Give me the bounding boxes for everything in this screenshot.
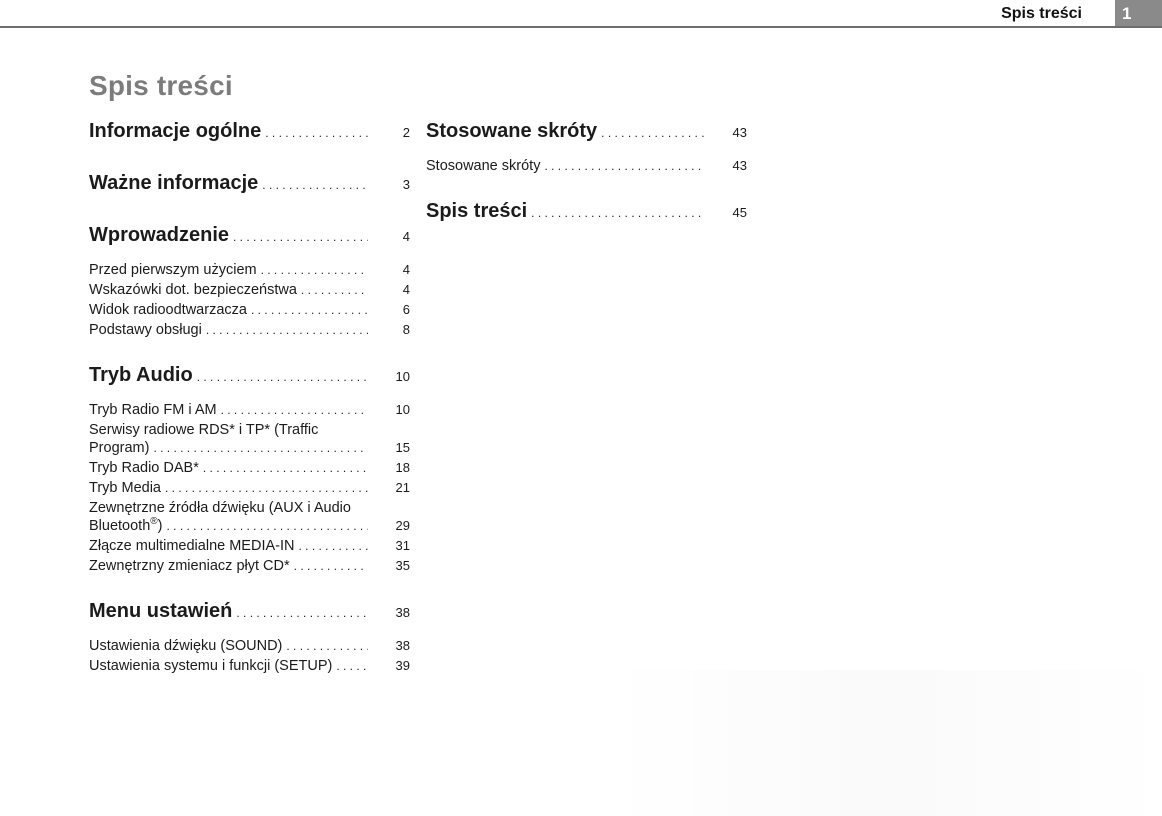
chapter-page: 2 — [402, 125, 410, 140]
item-label: Ustawienia systemu i funkcji (SETUP) — [89, 658, 333, 674]
item-label-line2-end: ) — [157, 518, 163, 534]
item-page: 4 — [402, 282, 410, 297]
leader-dots — [221, 403, 368, 417]
toc-item[interactable] — [89, 638, 410, 658]
chapter-page: 10 — [395, 369, 410, 384]
item-page: 35 — [395, 558, 410, 573]
header-title: Spis treści — [1001, 5, 1082, 22]
chapter-label: Stosowane skróty — [426, 120, 598, 142]
item-label: Tryb Media — [89, 480, 161, 496]
leader-dots — [261, 263, 368, 277]
leader-dots — [286, 639, 368, 653]
leader-dots — [601, 126, 705, 140]
item-label-line1: Serwisy radiowe RDS* i TP* (Traffic — [89, 422, 319, 438]
toc-chapter-menu-ustawien[interactable] — [89, 600, 410, 628]
item-label: Przed pierwszym użyciem — [89, 262, 257, 278]
item-label: Wskazówki dot. bezpieczeństwa — [89, 282, 297, 298]
item-page: 6 — [402, 302, 410, 317]
toc-right-column — [426, 120, 747, 252]
toc-item-multiline[interactable] — [89, 422, 410, 460]
header-rule — [0, 26, 1162, 28]
paper-shading — [610, 670, 1162, 816]
toc-chapter-wprowadzenie[interactable] — [89, 224, 410, 252]
leader-dots — [294, 559, 368, 573]
leader-dots — [336, 659, 368, 673]
item-label: Tryb Radio FM i AM — [89, 402, 217, 418]
chapter-page: 45 — [732, 205, 747, 220]
toc-item[interactable] — [89, 460, 410, 480]
item-page: 43 — [732, 158, 747, 173]
item-label-line2 — [89, 518, 167, 534]
item-page: 21 — [395, 480, 410, 495]
leader-dots — [153, 441, 368, 455]
item-label: Ustawienia dźwięku (SOUND) — [89, 638, 283, 654]
item-page: 4 — [402, 262, 410, 277]
leader-dots — [206, 323, 368, 337]
item-page: 29 — [395, 518, 410, 533]
leader-dots — [167, 519, 369, 533]
leader-dots — [165, 481, 368, 495]
item-page: 15 — [395, 440, 410, 455]
leader-dots — [197, 370, 368, 384]
item-label: Tryb Radio DAB* — [89, 460, 199, 476]
chapter-label: Wprowadzenie — [89, 224, 230, 246]
item-page: 8 — [402, 322, 410, 337]
leader-dots — [265, 126, 368, 140]
chapter-label: Tryb Audio — [89, 364, 193, 386]
running-header — [0, 0, 1162, 27]
leader-dots — [298, 539, 368, 553]
toc-chapter-wazne-informacje[interactable] — [89, 172, 410, 200]
toc-item[interactable] — [426, 158, 747, 178]
item-page: 18 — [395, 460, 410, 475]
toc-item[interactable] — [89, 322, 410, 342]
chapter-page: 4 — [402, 229, 410, 244]
toc-chapter-stosowane-skroty[interactable] — [426, 120, 747, 148]
item-page: 10 — [395, 402, 410, 417]
item-label: Zewnętrzny zmieniacz płyt CD* — [89, 558, 290, 574]
toc-chapter-informacje-ogolne[interactable] — [89, 120, 410, 148]
toc-item-multiline[interactable] — [89, 500, 410, 538]
item-label: Stosowane skróty — [426, 158, 541, 174]
item-page: 38 — [395, 638, 410, 653]
chapter-page: 43 — [732, 125, 747, 140]
toc-item[interactable] — [89, 658, 410, 678]
item-label-line2-text: Bluetooth — [89, 518, 151, 534]
page-title: Spis treści — [89, 70, 233, 101]
leader-dots — [251, 303, 368, 317]
toc-item[interactable] — [89, 302, 410, 322]
leader-dots — [262, 178, 368, 192]
chapter-label: Spis treści — [426, 200, 528, 222]
item-page: 39 — [395, 658, 410, 673]
toc-item[interactable] — [89, 402, 410, 422]
chapter-page: 3 — [402, 177, 410, 192]
leader-dots — [236, 606, 368, 620]
toc-item[interactable] — [89, 480, 410, 500]
chapter-page: 38 — [395, 605, 410, 620]
item-label: Podstawy obsługi — [89, 322, 202, 338]
toc-chapter-tryb-audio[interactable] — [89, 364, 410, 392]
toc-item[interactable] — [89, 538, 410, 558]
chapter-label: Menu ustawień — [89, 600, 233, 622]
item-label: Widok radioodtwarzacza — [89, 302, 247, 318]
item-page: 31 — [395, 538, 410, 553]
registered-mark: ® — [150, 516, 158, 528]
leader-dots — [544, 159, 705, 173]
toc-item[interactable] — [89, 262, 410, 282]
item-label-line1: Zewnętrzne źródła dźwięku (AUX i Audio — [89, 500, 351, 516]
leader-dots — [301, 283, 368, 297]
toc-item[interactable] — [89, 558, 410, 578]
item-label-line2: Program) — [89, 440, 150, 456]
page-number-box — [1115, 0, 1162, 27]
chapter-label: Informacje ogólne — [89, 120, 262, 142]
leader-dots — [233, 230, 368, 244]
item-label: Złącze multimedialne MEDIA-IN — [89, 538, 295, 554]
toc-chapter-spis-tresci[interactable] — [426, 200, 747, 228]
page-number: 1 — [1122, 4, 1132, 23]
toc-item[interactable] — [89, 282, 410, 302]
chapter-label: Ważne informacje — [89, 172, 259, 194]
toc-left-column — [89, 120, 410, 678]
leader-dots — [531, 206, 705, 220]
leader-dots — [203, 461, 368, 475]
